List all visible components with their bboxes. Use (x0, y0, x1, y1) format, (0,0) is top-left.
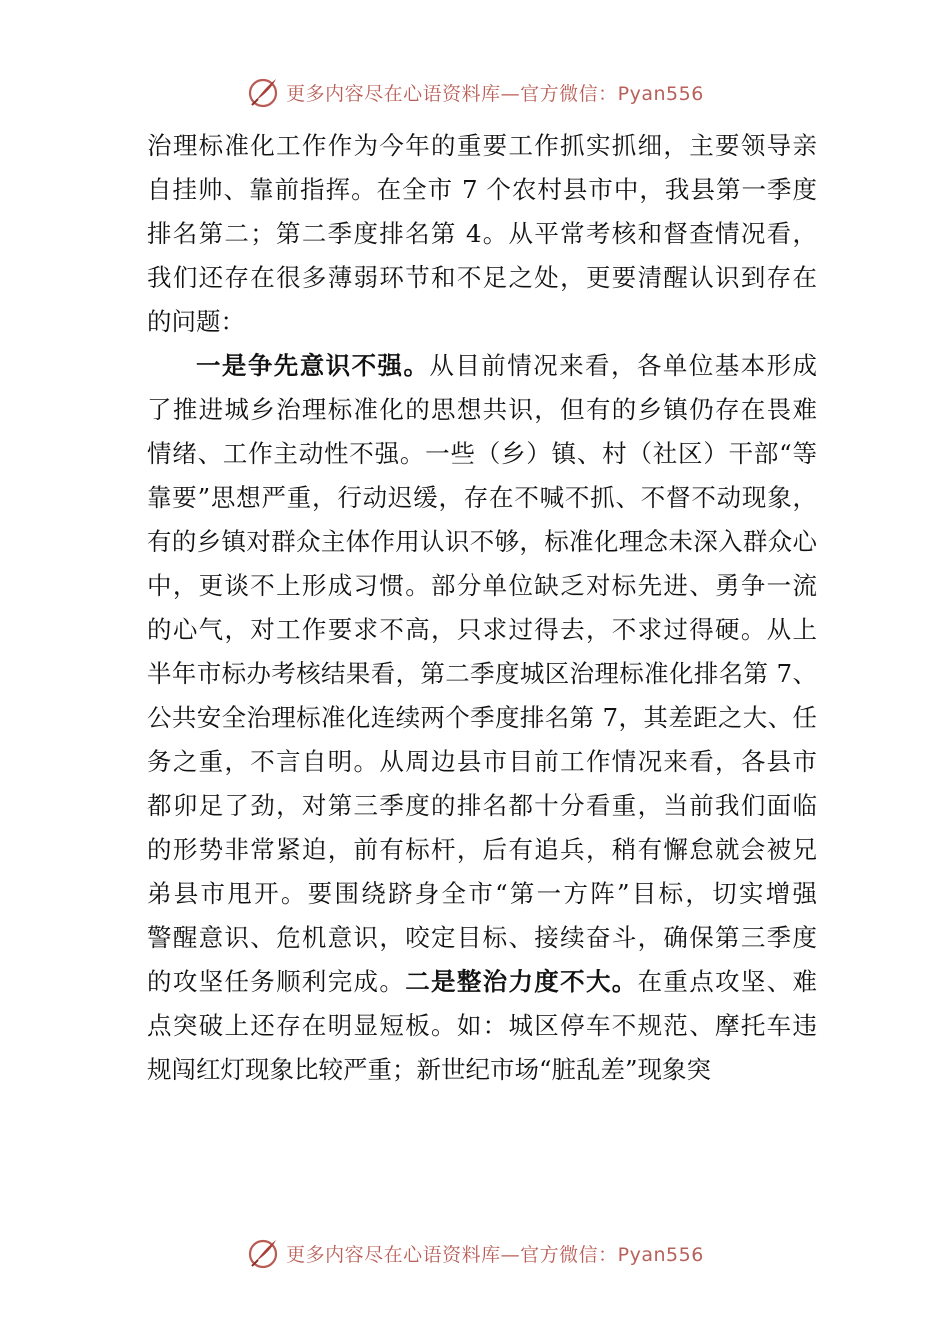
text-line: 一是争先意识不强。从目前情况来看，各单位基本形成 (196, 351, 818, 380)
wechat-id: Pyan556 (617, 1243, 704, 1266)
text-line: 弟县市甩开。要围绕跻身全市“第一方阵”目标，切实增强 (147, 879, 817, 908)
text-line: 情绪、工作主动性不强。一些（乡）镇、村（社区）干部“等 (147, 439, 817, 468)
text-line: 靠要”思想严重，行动迟缓，存在不喊不抓、不督不动现象， (147, 483, 817, 512)
text-line: 了推进城乡治理标准化的思想共识，但有的乡镇仍存在畏难 (147, 395, 817, 424)
text-line: 我们还存在很多薄弱环节和不足之处，更要清醒认识到存在 (147, 263, 817, 292)
text-line: 规闯红灯现象比较严重；新世纪市场“脏乱差”现象突 (147, 1055, 712, 1084)
text-line: 的攻坚任务顺利完成。二是整治力度不大。在重点攻坚、难 (147, 967, 818, 996)
text-line: 半年市标办考核结果看，第二季度城区治理标准化排名第 7、 (147, 659, 817, 688)
text-line: 自挂帅、靠前指挥。在全市 7 个农村县市中，我县第一季度 (147, 175, 817, 204)
section-heading-2: 二是整治力度不大。 (405, 967, 638, 996)
quill-logo-icon (246, 1236, 280, 1270)
footer-watermark-banner (0, 1233, 950, 1273)
text-line: 警醒意识、危机意识，咬定目标、接续奋斗，确保第三季度 (147, 923, 817, 952)
banner-text: 更多内容尽在心语资料库—官方微信：Pyan556 (286, 1243, 704, 1266)
text-line: 中，更谈不上形成习惯。部分单位缺乏对标先进、勇争一流 (147, 571, 817, 600)
header-watermark-banner (0, 72, 950, 112)
text-line: 点突破上还存在明显短板。如：城区停车不规范、摩托车违 (147, 1011, 817, 1040)
text-line: 有的乡镇对群众主体作用认识不够，标准化理念未深入群众心 (147, 527, 817, 556)
text-line: 的形势非常紧迫，前有标杆，后有追兵，稍有懈怠就会被兄 (147, 835, 817, 864)
wechat-id: Pyan556 (617, 82, 704, 105)
quill-logo-icon (246, 75, 280, 109)
text-line: 务之重，不言自明。从周边县市目前工作情况来看，各县市 (147, 747, 817, 776)
text-line: 公共安全治理标准化连续两个季度排名第 7，其差距之大、任 (147, 703, 817, 732)
text-line: 都卯足了劲，对第三季度的排名都十分看重，当前我们面临 (147, 791, 817, 820)
text-line: 的心气，对工作要求不高，只求过得去，不求过得硬。从上 (147, 615, 817, 644)
section-heading-1: 一是争先意识不强。 (196, 351, 430, 380)
text-line: 治理标准化工作作为今年的重要工作抓实抓细，主要领导亲 (147, 131, 817, 160)
document-body (147, 124, 817, 1092)
text-line: 排名第二；第二季度排名第 4。从平常考核和督查情况看， (147, 219, 817, 248)
text-line: 的问题： (147, 307, 245, 336)
banner-text: 更多内容尽在心语资料库—官方微信：Pyan556 (286, 82, 704, 105)
